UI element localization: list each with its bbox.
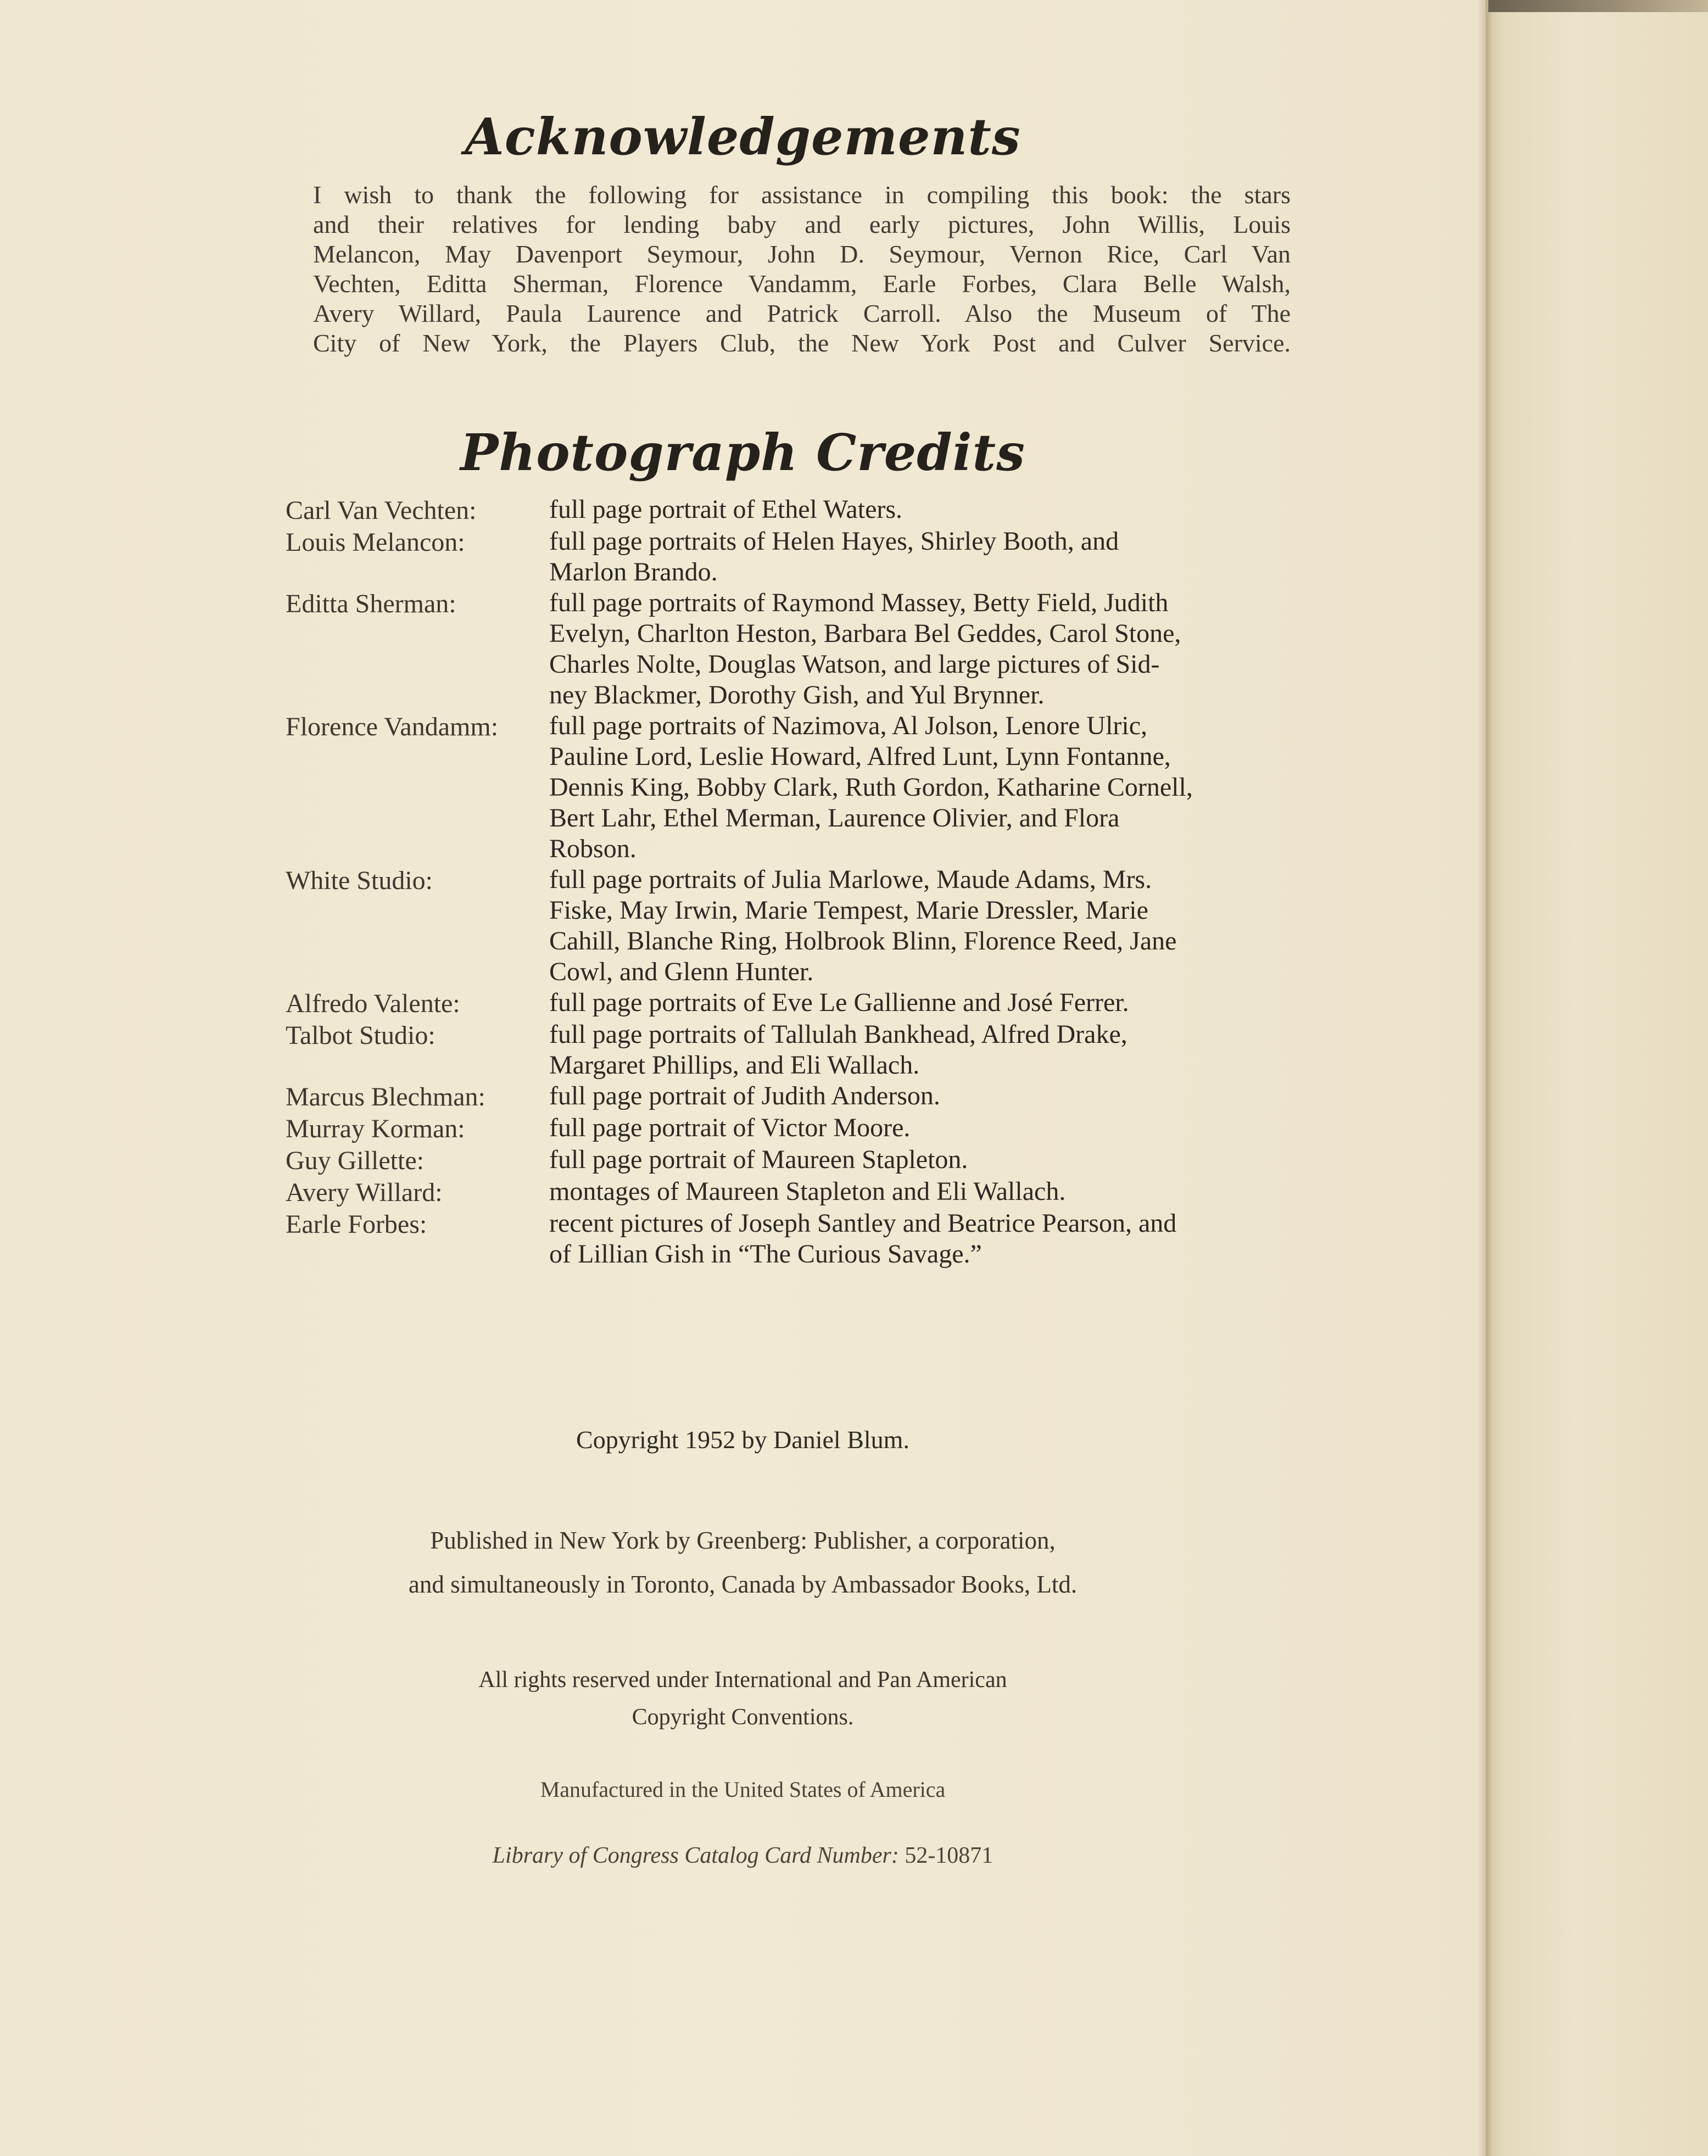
credit-description-line: Cahill, Blanche Ring, Holbrook Blinn, Florence Reed, Jane xyxy=(549,926,1177,956)
credit-description xyxy=(549,1208,1302,1270)
credit-description-line: Pauline Lord, Leslie Howard, Alfred Lunt, Lynn Fontanne, xyxy=(549,742,1171,771)
catalog-card-value: 52-10871 xyxy=(905,1843,993,1868)
credit-photographer: Alfredo Valente: xyxy=(286,989,460,1018)
credit-photographer: Talbot Studio: xyxy=(286,1021,436,1050)
credit-entry xyxy=(286,1113,1302,1144)
credit-entry xyxy=(286,526,1302,588)
acknowledgements-line: and their relatives for lending baby and early pictures, John Willis, Louis xyxy=(313,210,1291,238)
credit-description-line: Marlon Brando. xyxy=(549,557,718,587)
page-gutter-shadow xyxy=(1477,0,1493,2156)
credit-description xyxy=(549,711,1302,864)
credit-entry xyxy=(286,1019,1302,1081)
credit-entry xyxy=(286,494,1302,526)
credit-description-line: Evelyn, Charlton Heston, Barbara Bel Geddes, Carol Stone, xyxy=(549,619,1181,648)
credit-entry xyxy=(286,987,1302,1019)
credit-description-line: of Lillian Gish in “The Curious Savage.” xyxy=(549,1239,982,1269)
credit-description xyxy=(549,494,1302,526)
photograph-credits-list xyxy=(286,494,1302,1270)
photograph-credits-heading: Photograph Credits xyxy=(460,423,1025,482)
publisher-line: and simultaneously in Toronto, Canada by Ambassador Books, Ltd. xyxy=(408,1571,1078,1598)
catalog-card-number xyxy=(0,1842,1486,1869)
acknowledgements-heading: Acknowledgements xyxy=(465,107,1021,166)
credit-description xyxy=(549,1113,1302,1144)
acknowledgements-line: City of New York, the Players Club, the New York Post and Culver Service. xyxy=(313,329,1291,357)
credit-entry xyxy=(286,588,1302,711)
credit-description xyxy=(549,1144,1302,1176)
rights-line: All rights reserved under International and Pan American xyxy=(478,1667,1007,1693)
acknowledgements-line: Vechten, Editta Sherman, Florence Vandamm, Earle Forbes, Clara Belle Walsh, xyxy=(313,270,1291,298)
credit-description-line: Dennis King, Bobby Clark, Ruth Gordon, Katharine Cornell, xyxy=(549,773,1193,802)
credit-photographer: Carl Van Vechten: xyxy=(286,496,477,525)
credit-entry xyxy=(286,1176,1302,1208)
credit-description xyxy=(549,1081,1302,1113)
credit-description xyxy=(549,987,1302,1019)
credit-entry xyxy=(286,1208,1302,1270)
acknowledgements-line: I wish to thank the following for assistance in compiling this book: the stars xyxy=(313,181,1291,209)
credit-description xyxy=(549,588,1302,711)
credit-photographer: Earle Forbes: xyxy=(286,1210,427,1239)
credit-description-line: full page portrait of Judith Anderson. xyxy=(549,1081,940,1110)
credit-description-line: recent pictures of Joseph Santley and Beatrice Pearson, and xyxy=(549,1209,1177,1238)
credit-entry xyxy=(286,711,1302,864)
acknowledgements-body xyxy=(313,180,1291,358)
spine-top-edge xyxy=(1488,0,1708,12)
credit-photographer: Marcus Blechman: xyxy=(286,1082,485,1111)
credit-description-line: Bert Lahr, Ethel Merman, Laurence Olivier, and Flora xyxy=(549,803,1120,833)
credit-description xyxy=(549,1019,1302,1081)
rights-line: Copyright Conventions. xyxy=(632,1705,854,1730)
credit-photographer: Florence Vandamm: xyxy=(286,712,499,741)
credit-description-line: Charles Nolte, Douglas Watson, and large pictures of Sid- xyxy=(549,650,1160,679)
publisher-line: Published in New York by Greenberg: Publisher, a corporation, xyxy=(430,1527,1056,1554)
credit-description-line: Cowl, and Glenn Hunter. xyxy=(549,957,814,986)
credit-photographer: White Studio: xyxy=(286,866,433,895)
acknowledgements-line: Avery Willard, Paula Laurence and Patrick Carroll. Also the Museum of The xyxy=(313,299,1291,327)
credit-photographer: Murray Korman: xyxy=(286,1114,465,1143)
credit-description xyxy=(549,526,1302,588)
credit-description xyxy=(549,1176,1302,1208)
credit-description-line: full page portraits of Julia Marlowe, Maude Adams, Mrs. xyxy=(549,865,1152,894)
credit-photographer: Louis Melancon: xyxy=(286,528,465,557)
credit-description-line: full page portraits of Helen Hayes, Shirley Booth, and xyxy=(549,527,1119,556)
credit-description-line: full page portraits of Eve Le Gallienne and José Ferrer. xyxy=(549,988,1129,1017)
credit-description-line: Fiske, May Irwin, Marie Tempest, Marie Dressler, Marie xyxy=(549,896,1148,925)
credit-entry xyxy=(286,1081,1302,1113)
publisher-notice xyxy=(0,1518,1486,1606)
credit-description-line: full page portraits of Nazimova, Al Jolson, Lenore Ulric, xyxy=(549,711,1148,740)
credit-description-line: Margaret Phillips, and Eli Wallach. xyxy=(549,1051,920,1080)
credit-description-line: full page portrait of Ethel Waters. xyxy=(549,495,903,524)
credit-photographer: Guy Gillette: xyxy=(286,1146,424,1175)
credit-description-line: full page portrait of Victor Moore. xyxy=(549,1113,911,1142)
credit-description-line: full page portraits of Raymond Massey, Betty Field, Judith xyxy=(549,588,1169,617)
credit-entry xyxy=(286,1144,1302,1176)
rights-notice xyxy=(0,1661,1486,1736)
manufactured-notice: Manufactured in the United States of America xyxy=(540,1777,946,1802)
credit-photographer: Avery Willard: xyxy=(286,1178,443,1207)
credit-entry xyxy=(286,864,1302,987)
credit-description xyxy=(549,864,1302,987)
copyright-notice: Copyright 1952 by Daniel Blum. xyxy=(576,1426,909,1454)
credit-description-line: full page portrait of Maureen Stapleton. xyxy=(549,1145,968,1174)
credit-description-line: full page portraits of Tallulah Bankhead, Alfred Drake, xyxy=(549,1020,1127,1049)
catalog-card-label: Library of Congress Catalog Card Number: xyxy=(492,1843,899,1868)
credit-description-line: Robson. xyxy=(549,834,637,863)
credit-photographer: Editta Sherman: xyxy=(286,589,456,618)
credit-description-line: ney Blackmer, Dorothy Gish, and Yul Brynner. xyxy=(549,680,1045,710)
credit-description-line: montages of Maureen Stapleton and Eli Wallach. xyxy=(549,1177,1066,1206)
acknowledgements-line: Melancon, May Davenport Seymour, John D. Seymour, Vernon Rice, Carl Van xyxy=(313,240,1291,268)
book-spine xyxy=(1486,0,1708,2156)
